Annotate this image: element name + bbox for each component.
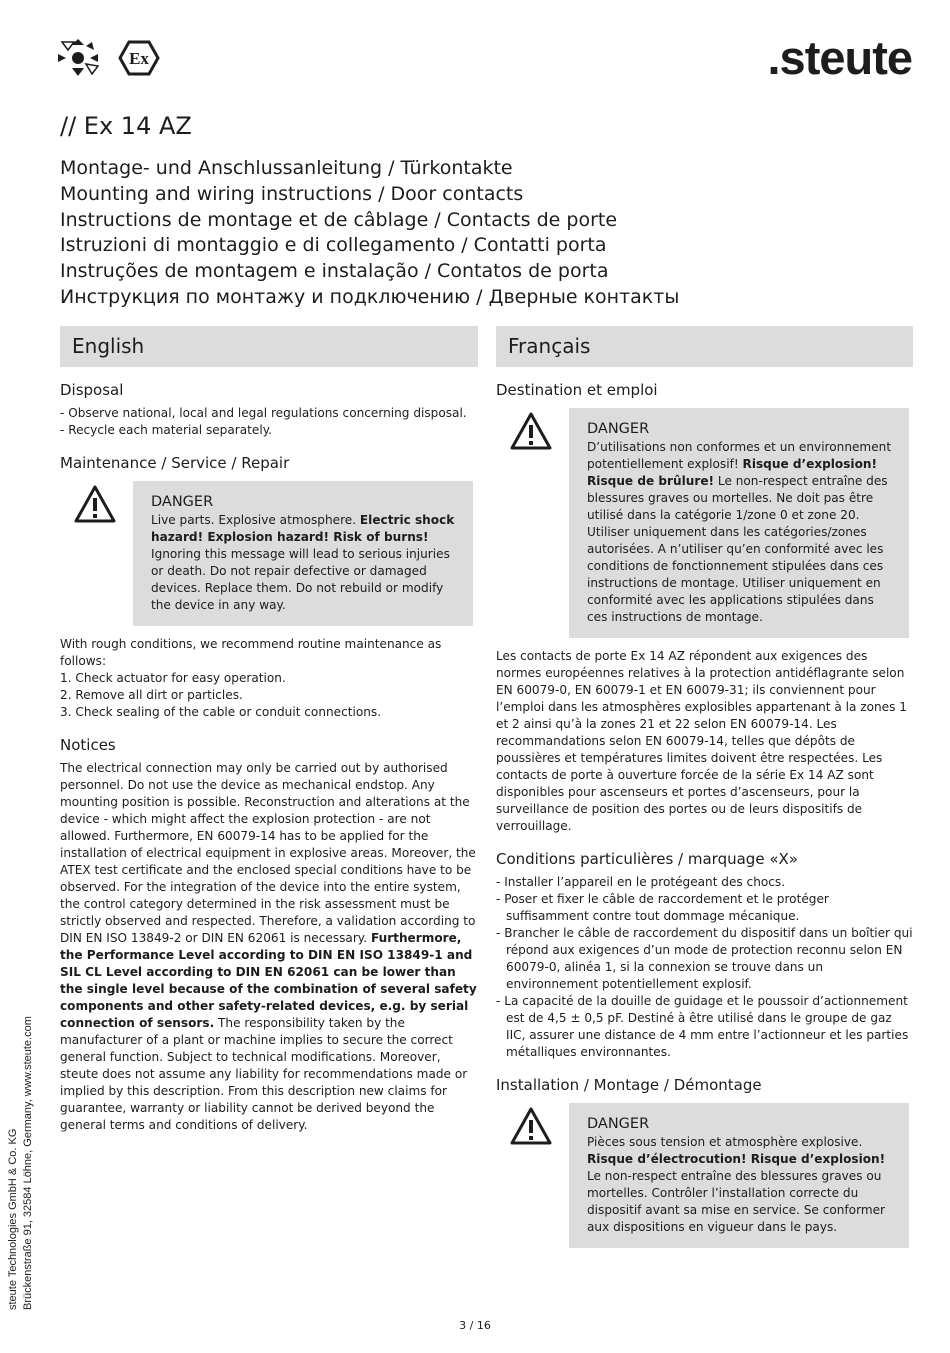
- danger-text: Pièces sous tension et atmosphère explosive. Risque d’électrocution! Risque d’explosion! Le non-respect entraîne des blessures graves ou mortelles. Contrôler l’installation correcte du dispositif avant sa mise en service. Se conformer aux dispositions en vigueur dans le pays.: [587, 1135, 886, 1234]
- product-title: // Ex 14 AZ: [60, 112, 192, 140]
- danger-title: DANGER: [151, 494, 214, 510]
- destination-text: Les contacts de porte Ex 14 AZ répondent aux exigences des normes européennes relatives à la protection antidéflagrante selon EN 60079-0, EN 60079-1 et EN 60079-31; ils conviennent pour l’emploi dans les atmosphères explosibles appartenant à la zones 1 et 2 ainsi qu’à la zones 21 et 22 selon EN 60079-14. Les recommandations selon EN 60079-14, telles que dépôts de poussières et températures limites doivent être respectées. Les contacts de porte à ouverture forcée de la série Ex 14 AZ sont disponibles pour ascenseurs et portes d’ascenseurs, pour la surveillance de position des portes ou de leurs dispositifs de verrouillage.: [496, 649, 907, 833]
- company-address: [6, 1016, 36, 1310]
- danger-box: [133, 481, 473, 626]
- conditions-title: Conditions particulières / marquage «X»: [496, 850, 798, 868]
- company-address-line: Brückenstraße 91, 32584 Löhne, Germany, www.steute.com: [22, 1016, 34, 1310]
- warning-triangle-icon: [74, 485, 116, 523]
- list-item: - La capacité de la douille de guidage et le poussoir d’actionnement est de 4,5 ± 0,5 pF. Destiné à être utilisé dans le groupe de gaz IIC, assurer une distance de 4 mm entre l’actionneur et les parties métalliques environnantes.: [496, 994, 909, 1059]
- maintenance-intro: With rough conditions, we recommend routine maintenance as follows:: [60, 637, 442, 668]
- danger-box: [569, 408, 909, 638]
- notices-title: Notices: [60, 736, 116, 754]
- danger-box: [569, 1103, 909, 1248]
- installation-title: Installation / Montage / Démontage: [496, 1076, 762, 1094]
- danger-notice: [60, 481, 478, 626]
- french-column: [496, 380, 914, 1258]
- brand-logo: .steute: [767, 31, 912, 84]
- notices-text: The electrical connection may only be carried out by authorised personnel. Do not use the device as mechanical endstop. Any mounting position is possible. Reconstruction and alterations at the device - which might affect the explosion protection - are not allowed. Furthermore, EN 60079-14 has to be applied for the installation of electrical equipment in explosive areas. Moreover, the ATEX test certificate and the enclosed special conditions have to be observed. For the integration of the device into the entire system, the control category determined in the risk assessment must be strictly observed and respected. Therefore, a validation according to DIN EN ISO 13849-2 or DIN EN 62061 is necessary. Furthermore, the Performance Level according to DIN EN ISO 13849-1 and SIL CL Level according to DIN EN 62061 can be lower than the single level because of the combination of several safety components and other safety-related devices, e.g. by serial connection of sensors. The responsibility taken by the manufacturer of a plant or machine implies to secure the correct general function. Subject to technical modifications. Moreover, steute does not assume any liability for recommendations made or implied by this description. From this description new claims for guarantee, warranty or liability cannot be derived beyond the general terms and conditions of delivery.: [60, 761, 477, 1132]
- danger-text: D’utilisations non conformes et un environnement potentiellement explosif! Risque d’explosion! Risque de brûlure! Le non-respect entraîne des blessures graves ou mortelles. Ne doit pas être utilisé dans la catégorie 1/zone 0 et zone 20. Utiliser uniquement dans les catégories/zones autorisées. A n’utiliser qu’en conformité avec les conditions de fonctionnement stipulées dans ces instructions de montage. Utiliser uniquement en conformité avec les applications stipulées dans ces instructions de montage.: [587, 440, 892, 624]
- destination-title: Destination et emploi: [496, 381, 658, 399]
- disposal-item: - Observe national, local and legal regulations concerning disposal.: [60, 406, 467, 420]
- danger-notice: [496, 408, 914, 638]
- language-header-french: Français: [496, 326, 913, 367]
- language-header-english: English: [60, 326, 478, 367]
- subtitle-it: Istruzioni di montaggio e di collegamento / Contatti porta: [60, 234, 607, 257]
- subtitle-de: Montage- und Anschlussanleitung / Türkontakte: [60, 157, 513, 179]
- list-item: - Installer l’appareil en le protégeant des chocs.: [496, 875, 786, 889]
- maintenance-step: 1. Check actuator for easy operation.: [60, 671, 286, 685]
- danger-title: DANGER: [587, 1116, 650, 1132]
- maintenance-title: Maintenance / Service / Repair: [60, 454, 290, 472]
- company-name: steute Technologies GmbH & Co. KG: [7, 1128, 19, 1310]
- danger-title: DANGER: [587, 421, 650, 437]
- document-subtitles: [60, 156, 679, 311]
- list-item: - Poser et fixer le câble de raccordement et le protéger suffisamment contre tout dommage mécanique.: [496, 892, 829, 923]
- disposal-item: - Recycle each material separately.: [60, 423, 272, 437]
- subtitle-pt: Instruções de montagem e instalação / Contatos de porta: [60, 260, 609, 283]
- svg-text:Ex: Ex: [129, 49, 149, 68]
- certification-icons: [58, 38, 163, 78]
- warning-triangle-icon: [510, 1107, 552, 1145]
- list-item: - Brancher le câble de raccordement du dispositif dans un boîtier qui répond aux exigences d’un mode de protection reconnu selon EN 60079-0, alinéa 1, si la connexion se trouve dans un environnement potentiellement explosif.: [496, 926, 913, 991]
- subtitle-fr: Instructions de montage et de câblage / Contacts de porte: [60, 208, 618, 231]
- subtitle-en: Mounting and wiring instructions / Door contacts: [60, 182, 524, 205]
- danger-notice: [496, 1103, 914, 1248]
- conditions-list: [496, 874, 914, 1061]
- warning-triangle-icon: [510, 412, 552, 450]
- maintenance-step: 3. Check sealing of the cable or conduit connections.: [60, 705, 382, 719]
- ex-hexagon-icon: [120, 42, 158, 74]
- maintenance-step: 2. Remove all dirt or particles.: [60, 688, 243, 702]
- subtitle-ru: Инструкция по монтажу и подключению / Дверные контакты: [60, 285, 680, 308]
- danger-text: Live parts. Explosive atmosphere. Electric shock hazard! Explosion hazard! Risk of burns! Ignoring this message will lead to serious injuries or death. Do not repair defective or damaged devices. Replace them. Do not rebuild or modify the device in any way.: [151, 513, 455, 612]
- ce-safety-symbol-icon: [58, 39, 98, 76]
- english-column: [60, 380, 478, 1134]
- disposal-title: Disposal: [60, 381, 124, 399]
- page-number: 3 / 16: [459, 1319, 491, 1332]
